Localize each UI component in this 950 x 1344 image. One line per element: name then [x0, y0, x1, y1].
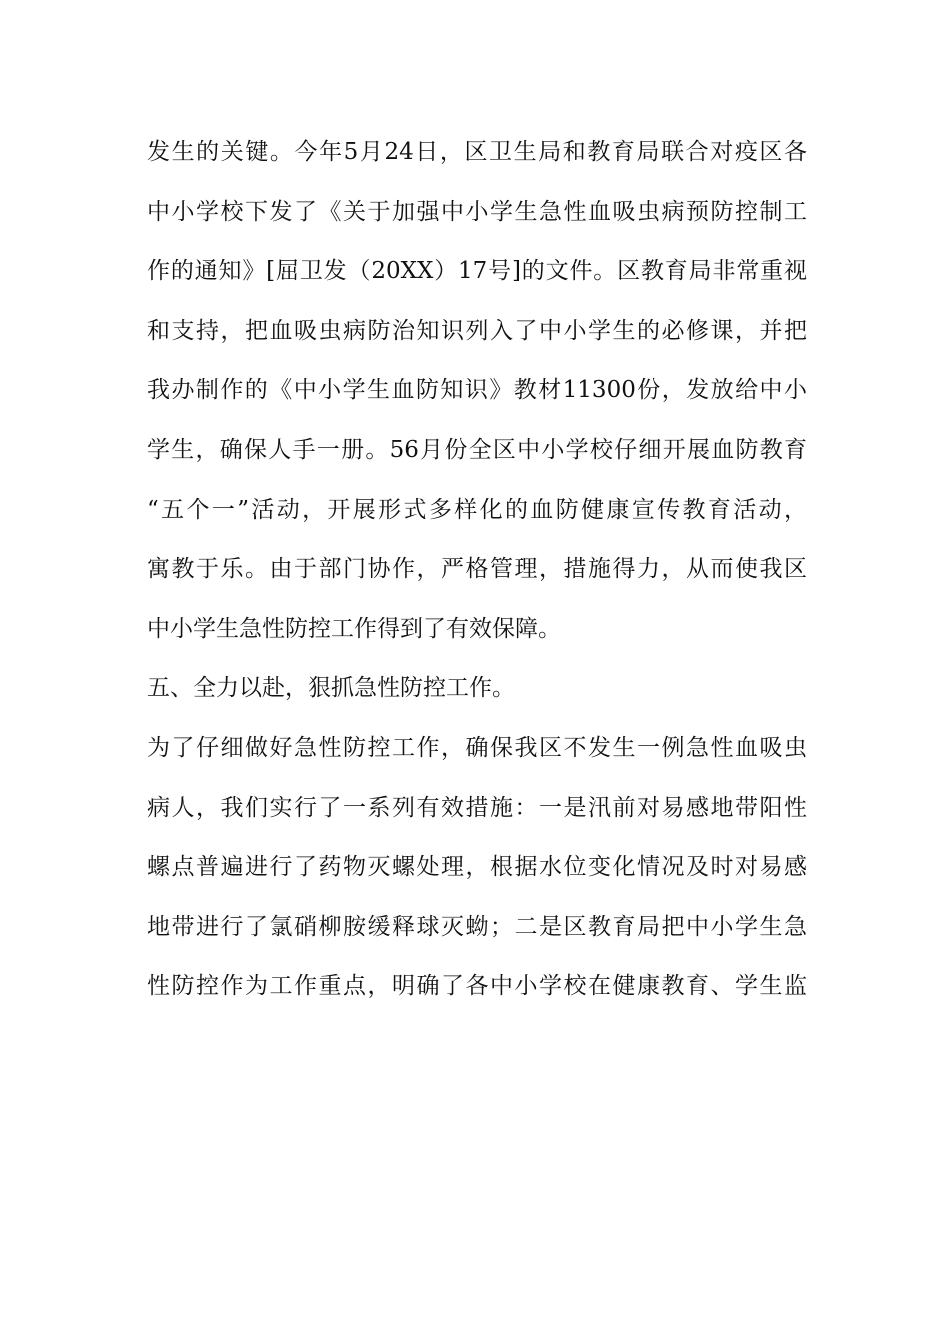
text-line: 作的通知》[屈卫发（20XX）17号]的文件。区教育局非常重视 — [147, 258, 807, 285]
text-line: 为了仔细做好急性防控工作，确保我区不发生一例急性血吸虫 — [147, 734, 807, 761]
text-line: 和支持，把血吸虫病防治知识列入了中小学生的必修课，并把 — [147, 317, 807, 344]
text-line: “五个一”活动，开展形式多样化的血防健康宣传教育活动， — [147, 496, 807, 523]
text-line: 病人，我们实行了一系列有效措施：一是汛前对易感地带阳性 — [147, 794, 807, 821]
text-line: 性防控作为工作重点，明确了各中小学校在健康教育、学生监 — [147, 973, 807, 1000]
paragraph-end-line: 中小学生急性防控工作得到了有效保障。 — [147, 615, 561, 642]
text-line: 我办制作的《中小学生血防知识》教材11300份，发放给中小 — [147, 377, 807, 404]
document-body — [147, 128, 807, 1022]
text-line: 地带进行了氯硝柳胺缓释球灭蚴；二是区教育局把中小学生急 — [147, 913, 807, 940]
text-line: 中小学校下发了《关于加强中小学生急性血吸虫病预防控制工 — [147, 198, 807, 225]
text-line: 学生，确保人手一册。56月份全区中小学校仔细开展血防教育 — [147, 436, 807, 463]
text-line: 螺点普遍进行了药物灭螺处理，根据水位变化情况及时对易感 — [147, 854, 807, 881]
text-line: 发生的关键。今年5月24日，区卫生局和教育局联合对疫区各 — [147, 139, 807, 165]
section-heading: 五、全力以赴，狠抓急性防控工作。 — [147, 675, 515, 702]
text-line: 寓教于乐。由于部门协作，严格管理，措施得力，从而使我区 — [147, 556, 807, 583]
